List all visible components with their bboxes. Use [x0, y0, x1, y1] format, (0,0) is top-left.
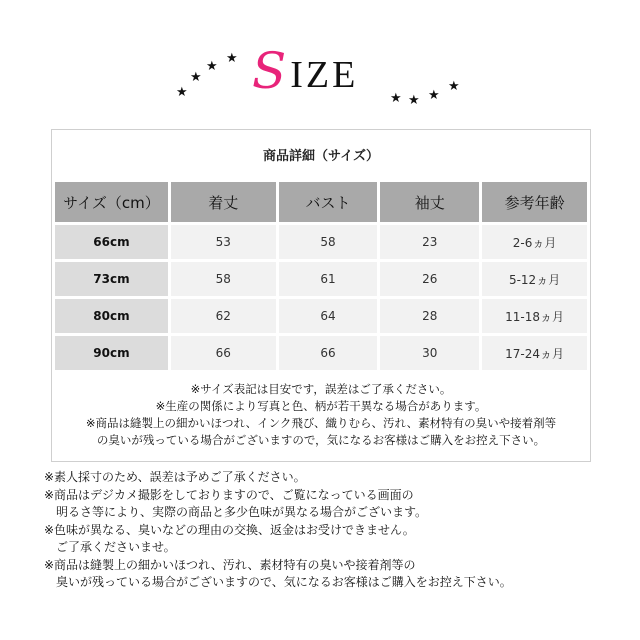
note-line: ※サイズ表記は目安です，誤差はご了承ください。: [190, 382, 452, 396]
table-notes: [52, 381, 590, 449]
size-heading: [0, 38, 640, 108]
note-line: ※商品は縫製上の細かいほつれ、インク飛び、織りむら、汚れ、素材特有の臭いや接着剤等: [85, 416, 557, 430]
table-row: [55, 225, 587, 259]
footer-note-line: ※素人採寸のため、誤差は予めご了承ください。: [44, 470, 306, 484]
star-icon: ★: [408, 93, 420, 108]
cell-length: 53: [171, 225, 276, 259]
star-icon: ★: [176, 85, 188, 100]
table-row: [55, 299, 587, 333]
size-table: [52, 179, 590, 373]
star-icon: ★: [226, 51, 238, 66]
footer-note-line: 臭いが残っている場合がございますので、気になるお客様はご購入をお控え下さい。: [44, 575, 512, 589]
cell-age: 17-24ヵ月: [482, 336, 587, 370]
footer-note-line: ご了承くださいませ。: [44, 540, 176, 554]
row-size: 90cm: [55, 336, 168, 370]
cell-sleeve: 28: [380, 299, 479, 333]
header-size: サイズ（cm）: [55, 182, 168, 222]
footer-notes: [44, 469, 624, 592]
star-icon: ★: [448, 79, 460, 94]
page-title: [252, 42, 359, 100]
table-header-row: [55, 182, 587, 222]
star-icon: ★: [428, 88, 440, 103]
footer-note-line: ※商品はデジカメ撮影をしておりますので、ご覧になっている画面の: [44, 487, 414, 502]
cell-bust: 64: [279, 299, 378, 333]
header-length: 着丈: [171, 182, 276, 222]
footer-note-line: ※商品は縫製上の細かいほつれ、汚れ、素材特有の臭いや接着剤等の: [44, 557, 416, 572]
title-rest: IZE: [290, 54, 359, 96]
cell-length: 62: [171, 299, 276, 333]
cell-sleeve: 23: [380, 225, 479, 259]
row-size: 66cm: [55, 225, 168, 259]
header-age: 参考年齢: [482, 182, 587, 222]
cell-age: 11-18ヵ月: [482, 299, 587, 333]
cell-bust: 61: [279, 262, 378, 296]
cell-age: 5-12ヵ月: [482, 262, 587, 296]
title-initial: S: [252, 42, 287, 100]
cell-bust: 58: [279, 225, 378, 259]
size-table-card: [51, 129, 591, 462]
table-row: [55, 336, 587, 370]
cell-length: 58: [171, 262, 276, 296]
table-row: [55, 262, 587, 296]
footer-note-line: 明るさ等により、実際の商品と多少色味が異なる場合がございます。: [44, 505, 428, 519]
cell-age: 2-6ヵ月: [482, 225, 587, 259]
header-bust: バスト: [279, 182, 378, 222]
cell-sleeve: 30: [380, 336, 479, 370]
cell-length: 66: [171, 336, 276, 370]
cell-sleeve: 26: [380, 262, 479, 296]
star-icon: ★: [390, 91, 402, 106]
row-size: 80cm: [55, 299, 168, 333]
cell-bust: 66: [279, 336, 378, 370]
header-sleeve: 袖丈: [380, 182, 479, 222]
footer-note-line: ※色味が異なる、臭いなどの理由の交換、返金はお受けできません。: [44, 522, 415, 537]
note-line: ※生産の関係により写真と色、柄が若干異なる場合があります。: [155, 399, 487, 413]
star-icon: ★: [190, 70, 202, 85]
note-line: の臭いが残っている場合がございますので，気になるお客様はご購入をお控え下さい。: [96, 433, 546, 447]
table-caption: 商品詳細（サイズ）: [263, 148, 379, 164]
row-size: 73cm: [55, 262, 168, 296]
star-icon: ★: [206, 59, 218, 74]
